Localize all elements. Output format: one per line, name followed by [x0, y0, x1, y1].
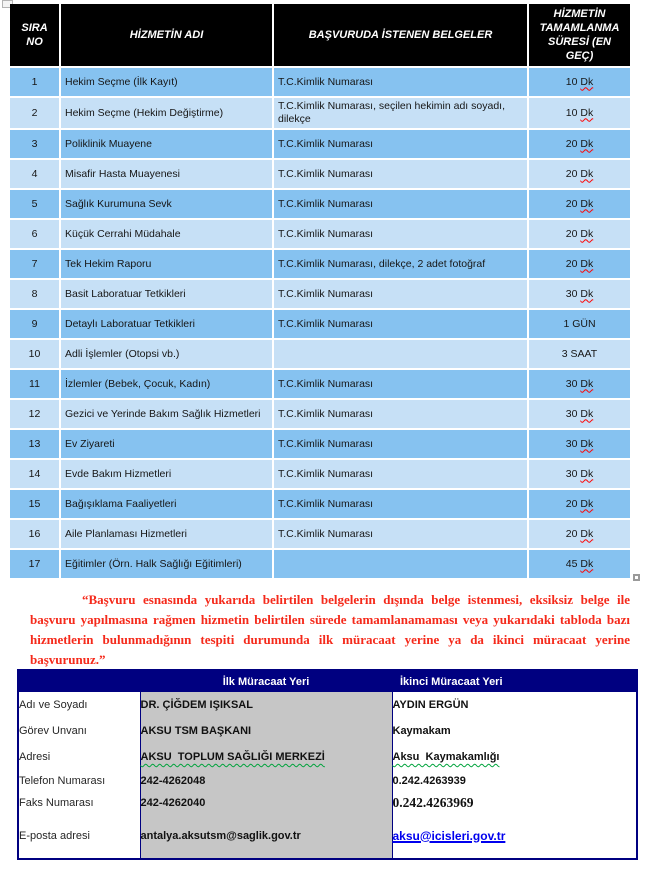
row-number: 13 [10, 430, 59, 458]
completion-time: 45 Dk [529, 550, 630, 578]
spellcheck-underline: Dk [580, 106, 594, 119]
completion-time: 30 Dk [529, 460, 630, 488]
row-number: 6 [10, 220, 59, 248]
row-number: 14 [10, 460, 59, 488]
second-contact-value [392, 792, 637, 814]
required-documents: T.C.Kimlik Numarası [274, 310, 527, 338]
service-name: Basit Laboratuar Tetkikleri [61, 280, 272, 308]
required-documents: T.C.Kimlik Numarası [274, 430, 527, 458]
spellcheck-underline: Dk [580, 227, 594, 240]
contact-table-body [18, 692, 637, 859]
service-name: Gezici ve Yerinde Bakım Sağlık Hizmetleri [61, 400, 272, 428]
row-number: 17 [10, 550, 59, 578]
required-documents: T.C.Kimlik Numarası, seçilen hekimin adı soyadı, dilekçe [274, 98, 527, 128]
required-documents: T.C.Kimlik Numarası [274, 400, 527, 428]
row-number: 7 [10, 250, 59, 278]
service-name: Misafir Hasta Muayenesi [61, 160, 272, 188]
second-contact-value: 0.242.4263939 [392, 770, 637, 792]
service-name: Evde Bakım Hizmetleri [61, 460, 272, 488]
service-row [10, 190, 630, 218]
completion-time: 20 Dk [529, 190, 630, 218]
service-name: Poliklinik Muayene [61, 130, 272, 158]
required-documents: T.C.Kimlik Numarası [274, 160, 527, 188]
row-number: 12 [10, 400, 59, 428]
second-contact-value [392, 814, 637, 859]
spellcheck-underline: Dk [580, 557, 594, 570]
contact-row [18, 692, 637, 718]
service-row [10, 280, 630, 308]
service-name: Küçük Cerrahi Müdahale [61, 220, 272, 248]
service-standards-table [8, 2, 632, 580]
first-contact-value: AKSU TSM BAŞKANI [140, 718, 392, 744]
first-contact-value: 242-4262048 [140, 770, 392, 792]
grammar-underline: AKSU TOPLUM SAĞLIĞI MERKEZİ [140, 751, 325, 763]
completion-time: 20 Dk [529, 160, 630, 188]
service-name: Detaylı Laboratuar Tetkikleri [61, 310, 272, 338]
header-empty [18, 670, 140, 692]
required-documents: T.C.Kimlik Numarası [274, 280, 527, 308]
service-name: Bağışıklama Faaliyetleri [61, 490, 272, 518]
service-row [10, 68, 630, 96]
header-belgeler: BAŞVURUDA İSTENEN BELGELER [274, 4, 527, 66]
service-row [10, 220, 630, 248]
row-number: 8 [10, 280, 59, 308]
service-name: Hekim Seçme (İlk Kayıt) [61, 68, 272, 96]
required-documents [274, 340, 527, 368]
header-sira-no: SIRA NO [10, 4, 59, 66]
completion-time: 30 Dk [529, 430, 630, 458]
service-row [10, 340, 630, 368]
spellcheck-underline: Dk [580, 137, 594, 150]
spellcheck-underline: Dk [580, 437, 594, 450]
row-number: 4 [10, 160, 59, 188]
contact-table-header [18, 670, 637, 692]
second-contact-value [392, 744, 637, 770]
service-name: Adli İşlemler (Otopsi vb.) [61, 340, 272, 368]
completion-time: 30 Dk [529, 370, 630, 398]
service-table-body [10, 68, 630, 578]
first-contact-value: DR. ÇİĞDEM IŞIKSAL [140, 692, 392, 718]
service-row [10, 310, 630, 338]
service-row [10, 490, 630, 518]
row-number: 3 [10, 130, 59, 158]
row-number: 15 [10, 490, 59, 518]
grammar-underline: Aksu Kaymakamlığı [392, 751, 500, 763]
table-resize-handle-icon[interactable] [633, 574, 640, 581]
completion-time: 30 Dk [529, 280, 630, 308]
service-row [10, 160, 630, 188]
contact-row [18, 814, 637, 859]
row-number: 2 [10, 98, 59, 128]
spellcheck-underline: Dk [580, 377, 594, 390]
service-row [10, 370, 630, 398]
first-contact-value: 242-4262040 [140, 792, 392, 814]
contact-table [17, 669, 638, 860]
contact-row [18, 744, 637, 770]
contact-field-label: Telefon Numarası [18, 770, 140, 792]
contact-field-label: Faks Numarası [18, 792, 140, 814]
service-row [10, 430, 630, 458]
row-number: 16 [10, 520, 59, 548]
required-documents: T.C.Kimlik Numarası [274, 220, 527, 248]
required-documents: T.C.Kimlik Numarası [274, 490, 527, 518]
contact-field-label: E-posta adresi [18, 814, 140, 859]
completion-time: 10 Dk [529, 98, 630, 128]
contact-row [18, 792, 637, 814]
row-number: 5 [10, 190, 59, 218]
required-documents [274, 550, 527, 578]
first-contact-value [140, 744, 392, 770]
second-contact-value: AYDIN ERGÜN [392, 692, 637, 718]
spellcheck-underline: Dk [580, 497, 594, 510]
header-ilk-muracaat: İlk Müracaat Yeri [140, 670, 392, 692]
spellcheck-underline: Dk [580, 167, 594, 180]
completion-time: 20 Dk [529, 250, 630, 278]
service-row [10, 460, 630, 488]
first-contact-value: antalya.aksutsm@saglik.gov.tr [140, 814, 392, 859]
service-row [10, 130, 630, 158]
contact-row [18, 718, 637, 744]
service-table-header [10, 4, 630, 66]
header-sure: HİZMETİN TAMAMLANMA SÜRESİ (EN GEÇ) [529, 4, 630, 66]
service-row [10, 98, 630, 128]
required-documents: T.C.Kimlik Numarası [274, 130, 527, 158]
service-name: Tek Hekim Raporu [61, 250, 272, 278]
service-row [10, 250, 630, 278]
spellcheck-underline: Dk [580, 407, 594, 420]
service-name: Eğitimler (Örn. Halk Sağlığı Eğitimleri) [61, 550, 272, 578]
spellcheck-underline: Dk [580, 197, 594, 210]
service-name: İzlemler (Bebek, Çocuk, Kadın) [61, 370, 272, 398]
contact-field-label: Görev Unvanı [18, 718, 140, 744]
header-ikinci-muracaat: İkinci Müracaat Yeri [392, 670, 637, 692]
completion-time: 1 GÜN [529, 310, 630, 338]
completion-time: 20 Dk [529, 130, 630, 158]
spellcheck-underline: Dk [580, 467, 594, 480]
service-name: Ev Ziyareti [61, 430, 272, 458]
contact-field-label: Adresi [18, 744, 140, 770]
required-documents: T.C.Kimlik Numarası [274, 370, 527, 398]
required-documents: T.C.Kimlik Numarası [274, 190, 527, 218]
completion-time: 30 Dk [529, 400, 630, 428]
completion-time: 10 Dk [529, 68, 630, 96]
service-row [10, 400, 630, 428]
header-hizmetin-adi: HİZMETİN ADI [61, 4, 272, 66]
required-documents: T.C.Kimlik Numarası, dilekçe, 2 adet fotoğraf [274, 250, 527, 278]
required-documents: T.C.Kimlik Numarası [274, 460, 527, 488]
contact-row [18, 770, 637, 792]
service-row [10, 520, 630, 548]
row-number: 1 [10, 68, 59, 96]
row-number: 11 [10, 370, 59, 398]
spellcheck-underline: Dk [580, 287, 594, 300]
service-name: Aile Planlaması Hizmetleri [61, 520, 272, 548]
service-name: Sağlık Kurumuna Sevk [61, 190, 272, 218]
row-number: 9 [10, 310, 59, 338]
completion-time: 3 SAAT [529, 340, 630, 368]
required-documents: T.C.Kimlik Numarası [274, 68, 527, 96]
spellcheck-underline: Dk [580, 257, 594, 270]
email-link[interactable]: aksu@icisleri.gov.tr [392, 829, 506, 843]
spellcheck-underline: Dk [580, 75, 594, 88]
completion-time: 20 Dk [529, 520, 630, 548]
required-documents: T.C.Kimlik Numarası [274, 520, 527, 548]
completion-time: 20 Dk [529, 220, 630, 248]
fax-number-serif: 0.242.4263969 [392, 795, 474, 810]
row-number: 10 [10, 340, 59, 368]
service-row [10, 550, 630, 578]
completion-time: 20 Dk [529, 490, 630, 518]
application-notice: “Başvuru esnasında yukarıda belirtilen belgelerin dışında belge istenmesi, eksiksiz belge ile başvuru yapılmasına rağmen hizmetin belirtilen sürede tamamlanamaması veya yukarıdaki tabloda bazı hizmetlerin bulunmadığının tespiti durumunda ilk müracaat yerine ya da ikinci müracaat yerine başvurunuz.” [30, 592, 630, 667]
contact-field-label: Adı ve Soyadı [18, 692, 140, 718]
spellcheck-underline: Dk [580, 527, 594, 540]
second-contact-value: Kaymakam [392, 718, 637, 744]
service-name: Hekim Seçme (Hekim Değiştirme) [61, 98, 272, 128]
